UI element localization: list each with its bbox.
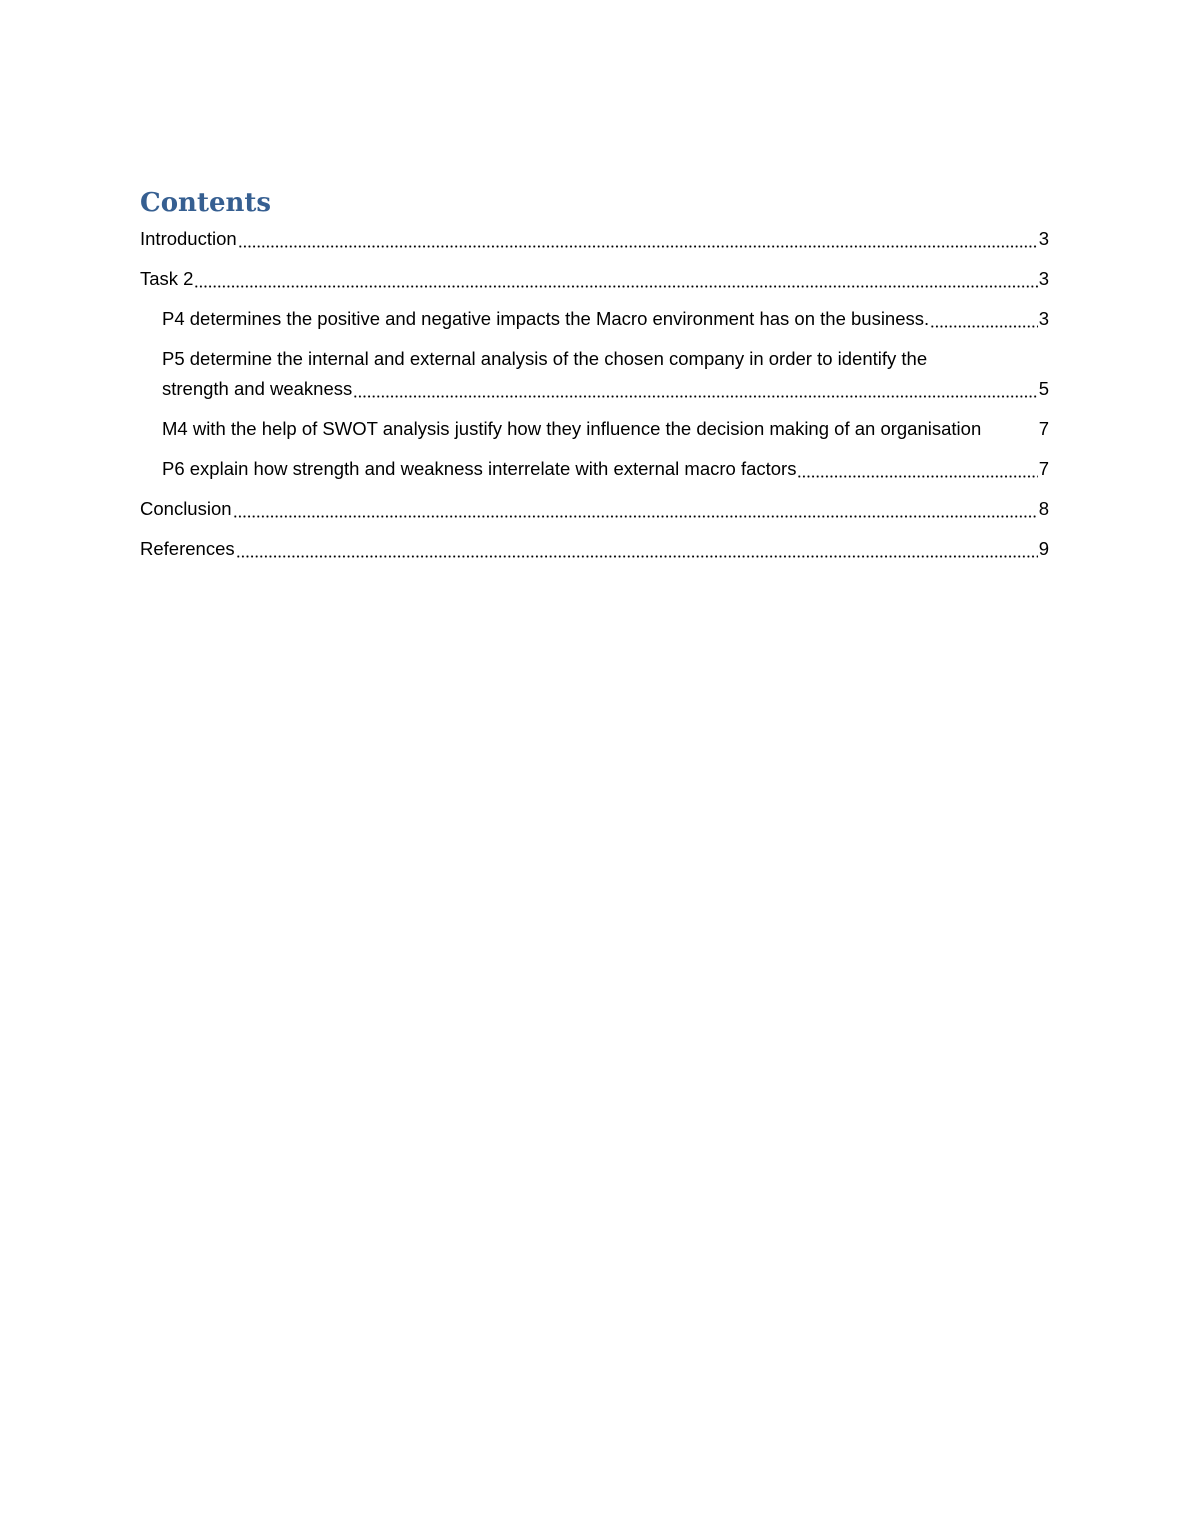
toc-entry-title: Task 2 — [140, 268, 194, 289]
dot-leader — [236, 534, 1038, 564]
toc-entry-page: 9 — [1038, 538, 1049, 559]
toc-heading: Contents — [140, 188, 272, 218]
toc-entry-task-2[interactable] — [140, 264, 1049, 294]
toc-entry-page: 5 — [1038, 378, 1049, 399]
dot-leader — [238, 224, 1038, 254]
toc-entry-references[interactable] — [140, 534, 1049, 564]
toc-entry-m4[interactable] — [140, 414, 1049, 444]
dot-leader — [930, 304, 1038, 334]
dot-leader — [233, 494, 1038, 524]
toc-entry-page: 3 — [1038, 268, 1049, 289]
toc-entry-page: 7 — [1038, 418, 1049, 439]
dot-leader — [353, 374, 1037, 404]
dot-leader — [194, 264, 1037, 294]
toc-entry-title-line: P5 determine the internal and external analysis of the chosen company in order to identify the — [162, 348, 928, 369]
toc-entry-p5[interactable] — [140, 344, 1049, 404]
table-of-contents — [140, 224, 1049, 574]
toc-entry-page: 8 — [1038, 498, 1049, 519]
toc-entry-title: References — [140, 538, 235, 559]
toc-entry-p6[interactable] — [140, 454, 1049, 484]
toc-entry-conclusion[interactable] — [140, 494, 1049, 524]
toc-entry-title: strength and weakness — [162, 378, 353, 399]
toc-entry-page: 7 — [1038, 458, 1049, 479]
toc-entry-page: 3 — [1038, 228, 1049, 249]
toc-entry-title: M4 with the help of SWOT analysis justify how they influence the decision making of an organisation — [162, 418, 982, 439]
toc-entry-title: P4 determines the positive and negative impacts the Macro environment has on the business. — [162, 308, 930, 329]
toc-entry-title: Conclusion — [140, 498, 232, 519]
toc-entry-introduction[interactable] — [140, 224, 1049, 254]
toc-entry-p4[interactable] — [140, 304, 1049, 334]
toc-entry-title: P6 explain how strength and weakness interrelate with external macro factors — [162, 458, 797, 479]
dot-leader — [982, 414, 1037, 444]
toc-entry-title: Introduction — [140, 228, 237, 249]
dot-leader — [797, 454, 1037, 484]
toc-entry-page: 3 — [1038, 308, 1049, 329]
